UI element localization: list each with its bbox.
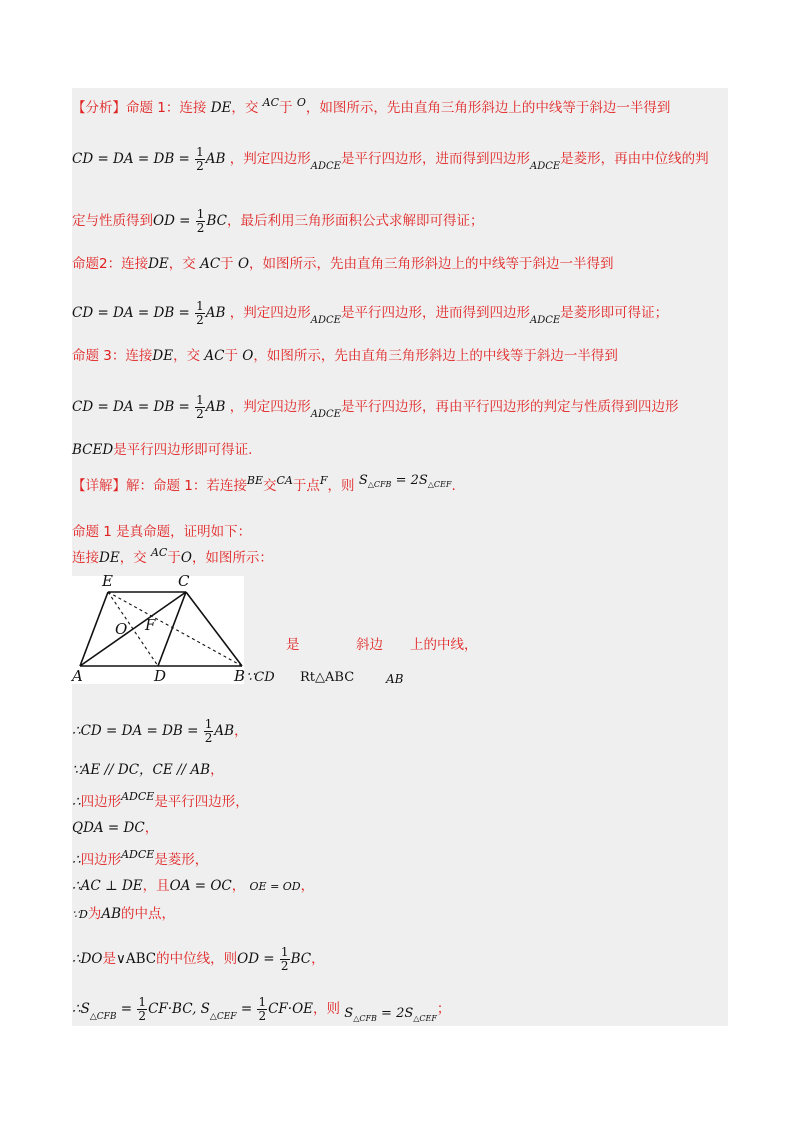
fig-text-median: 上的中线， — [410, 637, 478, 653]
detail-line-1: 【详解】解：命题 1：若连接$^{BE}$交$^{CA}$于点$^F$，则 $S^{\triangle CFB} = 2S^{\triangle CEF}$. — [72, 473, 456, 494]
segment-cb — [186, 592, 242, 666]
analysis-line-3: 定与性质得到OD = $\frac{1}{2}$ BC，最后利用三角形面积公式求解即可得证； — [72, 207, 484, 235]
analysis-line-2: CD = DA = DB = $\frac{1}{2}$ AB ，判定四边形$_{ADCE}$是平行四边形，进而得到四边形$_{ADCE}$是菱形，再由中位线的判 — [72, 145, 709, 173]
geometry-figure — [72, 572, 246, 685]
proof-step-3: ∴四边形$^{ADCE}$是平行四边形， — [72, 790, 249, 810]
label-C: C — [178, 572, 190, 590]
proof-step-5: ∴四边形$^{ADCE}$是菱形， — [72, 848, 209, 868]
fig-text-hyp: 斜边 — [356, 637, 383, 653]
prop3-line-3: BCED是平行四边形即可得证. — [72, 442, 253, 458]
prop2-line-2: CD = DA = DB = $\frac{1}{2}$ AB ，判定四边形$_{ADCE}$是平行四边形，进而得到四边形$_{ADCE}$是菱形即可得证； — [72, 299, 669, 327]
fig-text-because: ∵CD — [246, 670, 275, 685]
segment-eb — [108, 592, 242, 666]
segment-ae — [80, 592, 108, 666]
proof-step-6: ∴AC ⊥ DE，且OA = OC， OE = OD， — [72, 878, 315, 894]
prop3-line-2: CD = DA = DB = $\frac{1}{2}$ AB ，判定四边形$_{ADCE}$是平行四边形，再由平行四边形的判定与性质得到四边形 — [72, 393, 679, 421]
proof-step-8: ∴DO是∨ABC的中位线，则OD = $\frac{1}{2}$ BC， — [72, 945, 325, 973]
detail-tag: 【详解】 — [72, 478, 126, 494]
fig-text-is: 是 — [286, 637, 300, 653]
detail-line-2: 命题 1 是真命题，证明如下： — [72, 524, 252, 540]
label-B: B — [234, 667, 246, 685]
analysis-tag: 【分析】 — [72, 100, 126, 116]
fraction-half: $\frac{1}{2}$ — [196, 145, 204, 173]
segment-dc — [158, 592, 186, 666]
prop3-line-1: 命题 3：连接DE，交 AC于 O，如图所示，先由直角三角形斜边上的中线等于斜边一半得到 — [72, 348, 618, 364]
analysis-line-1: 【分析】命题 1：连接 DE，交 $^{AC}$于 $^O$，如图所示，先由直角三角形斜边上的中线等于斜边一半得到 — [72, 96, 671, 116]
prop2-line-1: 命题2：连接DE，交 AC于 O，如图所示，先由直角三角形斜边上的中线等于斜边一半得到 — [72, 256, 614, 272]
fig-text-rt: Rt△ABC — [300, 670, 355, 685]
proof-step-1: ∴CD = DA = DB = $\frac{1}{2}$ AB， — [72, 717, 248, 745]
label-E: E — [102, 572, 113, 590]
label-A: A — [72, 667, 83, 685]
proof-step-7: ∵D为AB的中点， — [72, 906, 175, 922]
proof-step-2: ∵AE // DC，CE // AB， — [72, 762, 224, 778]
detail-line-3: 连接DE，交 $^{AC}$于O，如图所示： — [72, 546, 273, 566]
fig-text-ab: AB — [386, 672, 404, 686]
proof-step-4: QDA = DC， — [72, 820, 159, 836]
label-F: F — [145, 616, 156, 634]
label-D: D — [154, 667, 167, 685]
label-O: O — [115, 620, 128, 638]
proof-step-9: $\therefore S_{\triangle CFB}$ = $\frac{1}{2}$ CF·BC, $S_{\triangle CEF}$ = $\frac{1}{2}$ CF·OE，则 $S_{\triangle CFB} = 2S_{\triangle CEF}$； — [72, 995, 451, 1023]
